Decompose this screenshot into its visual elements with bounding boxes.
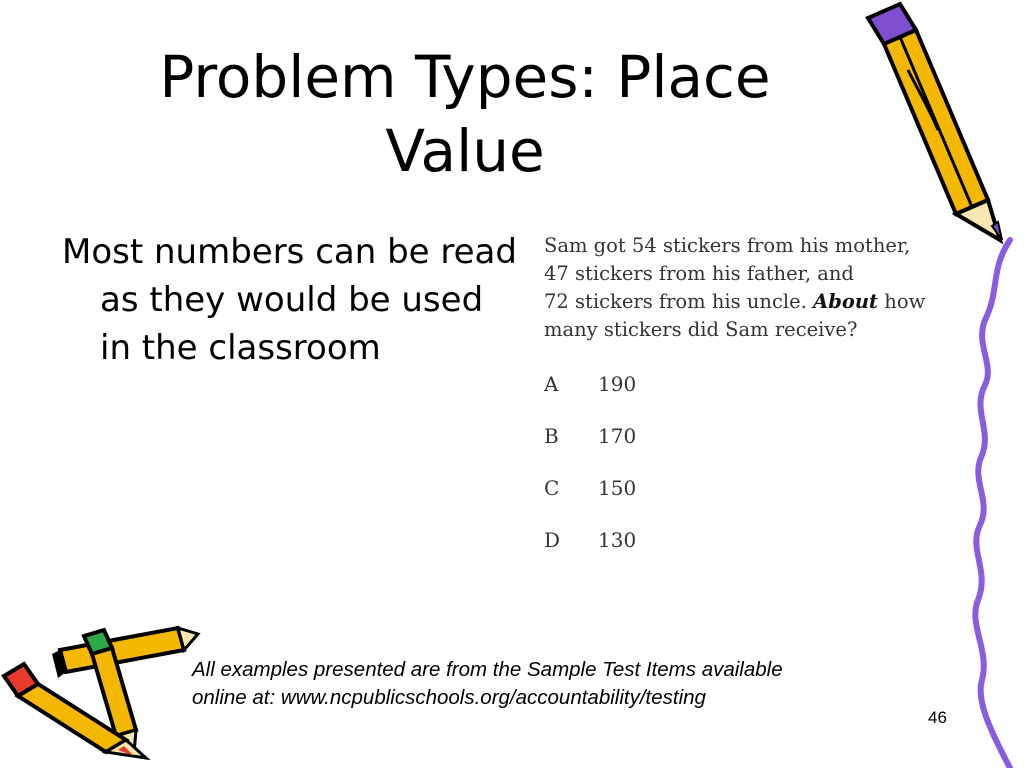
answer-choice [544, 476, 636, 500]
question-line: Sam got 54 stickers from his mother, [544, 234, 911, 257]
question-line [544, 288, 984, 316]
choice-letter: A [544, 372, 559, 396]
choice-letter: B [544, 424, 559, 448]
choice-value: 190 [598, 372, 637, 396]
question-line: many stickers did Sam receive? [544, 318, 858, 341]
answer-choice [544, 528, 636, 552]
choice-value: 170 [598, 424, 637, 448]
emphasis-word: About [813, 290, 879, 313]
bullet-text: Most numbers can be read as they would be used in the classroom [62, 232, 517, 368]
page-number: 46 [928, 708, 947, 727]
source-line: All examples presented are from the Sample Test Items available [192, 658, 783, 681]
answer-choice [544, 424, 636, 448]
pencil-icon [860, 0, 1024, 250]
choice-value: 130 [598, 528, 637, 552]
question-text [544, 232, 984, 344]
choice-value: 150 [598, 476, 637, 500]
source-note [192, 656, 952, 712]
pencils-group-icon [0, 620, 210, 760]
question-line-part: how [884, 290, 926, 313]
choice-letter: C [544, 476, 560, 500]
question-line: 47 stickers from his father, and [544, 262, 854, 285]
question-line-part: 72 stickers from his uncle. [544, 290, 807, 313]
choice-letter: D [544, 528, 561, 552]
answer-choice [544, 372, 636, 396]
source-line: online at: www.ncpublicschools.org/accountability/testing [192, 686, 706, 709]
page-title: Problem Types: Place Value [159, 43, 771, 185]
